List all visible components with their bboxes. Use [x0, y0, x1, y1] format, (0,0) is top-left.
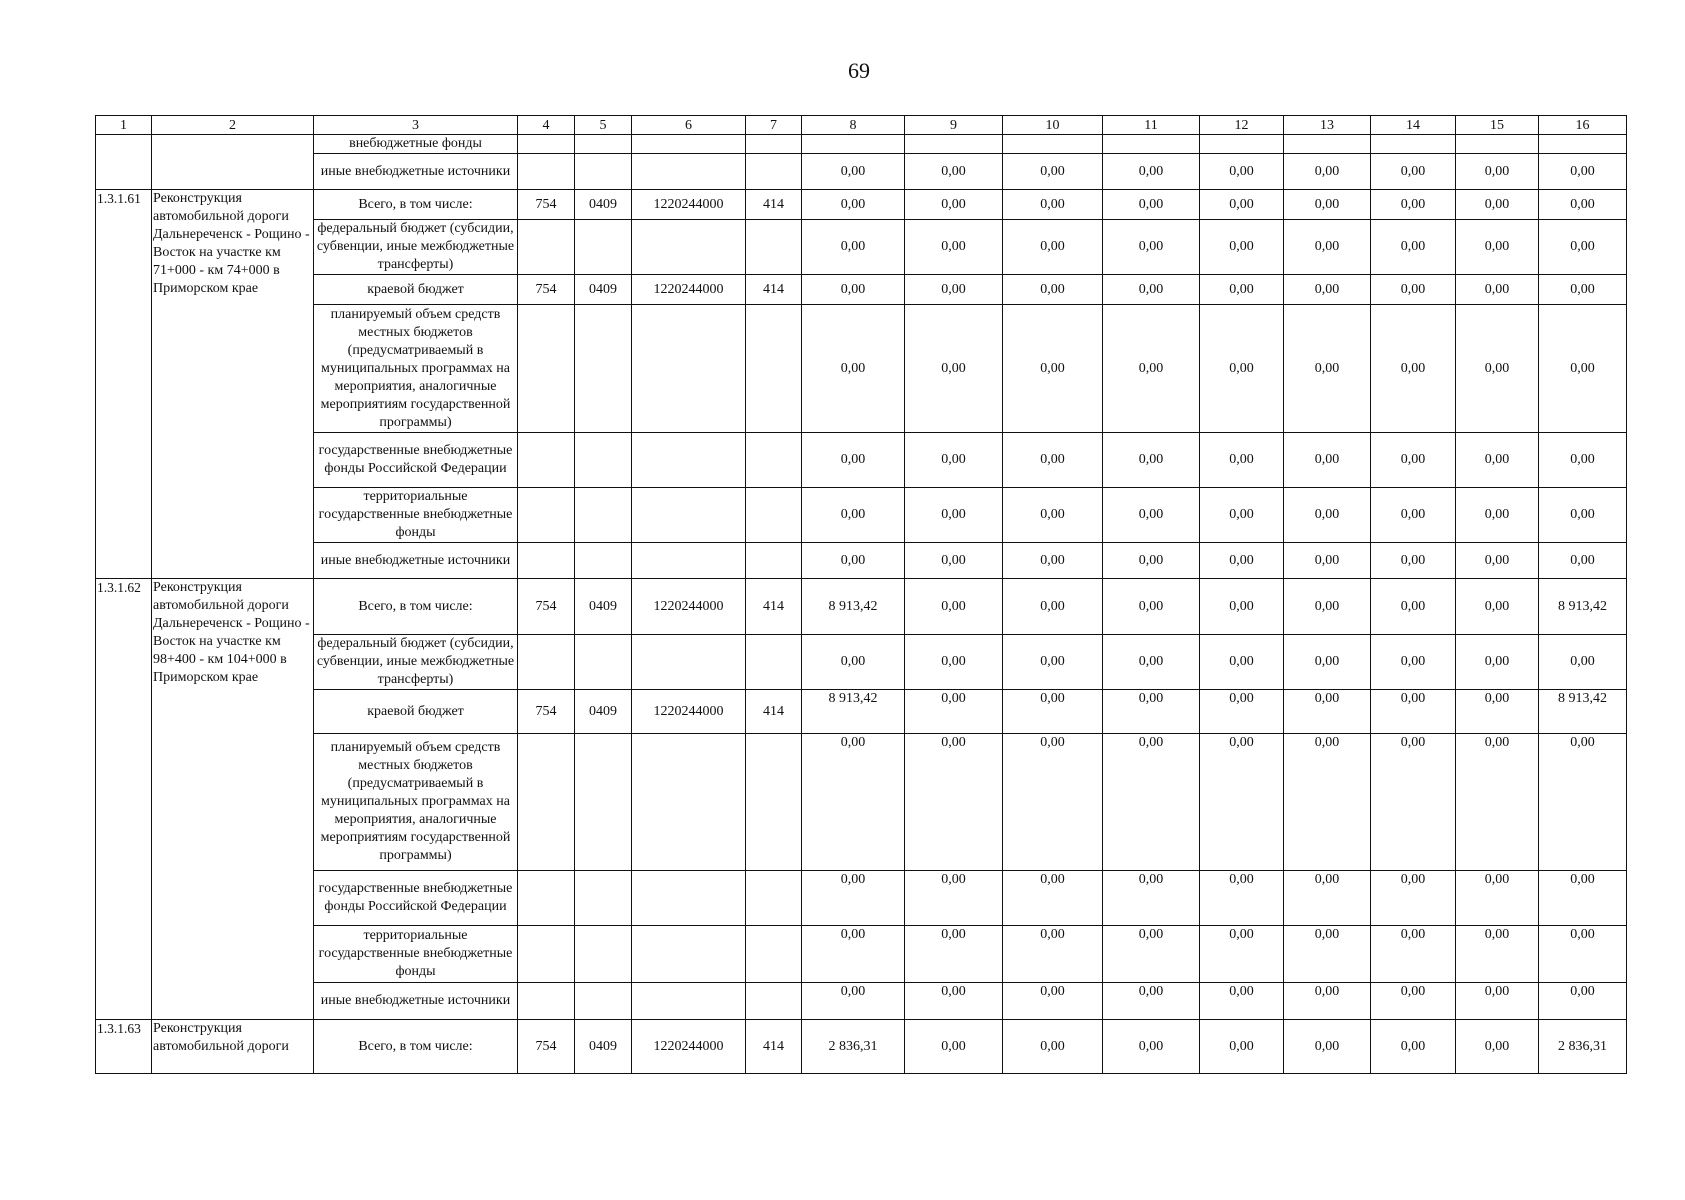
row-label: планируемый объем средств местных бюджетов (предусматриваемый в муниципальных программах на мероприятия, аналогичные мероприятиям государственной программы) — [314, 305, 518, 433]
code-cell-rzpr — [575, 433, 632, 488]
code-cell-vr — [746, 305, 802, 433]
code-cell-grbs: 754 — [518, 690, 575, 734]
value-cell: 0,00 — [802, 871, 905, 926]
value-cell: 0,00 — [1103, 433, 1200, 488]
code-cell-grbs — [518, 543, 575, 579]
value-cell: 0,00 — [905, 543, 1003, 579]
value-cell: 0,00 — [1456, 579, 1539, 635]
value-cell: 0,00 — [1003, 926, 1103, 983]
value-cell: 0,00 — [1456, 635, 1539, 690]
regional-budget-row — [96, 690, 1627, 734]
section-name: Реконструкция автомобильной дороги Дальнереченск - Рощино - Восток на участке км 71+000 - км 74+000 в Приморском крае — [152, 190, 314, 579]
value-cell: 0,00 — [802, 488, 905, 543]
value-cell: 0,00 — [1371, 220, 1456, 275]
value-cell: 0,00 — [905, 983, 1003, 1020]
value-cell: 0,00 — [1539, 154, 1627, 190]
value-cell: 0,00 — [905, 275, 1003, 305]
code-cell-rzpr: 0409 — [575, 275, 632, 305]
value-cell: 0,00 — [1539, 543, 1627, 579]
value-cell: 0,00 — [1284, 734, 1371, 871]
value-cell: 0,00 — [1284, 190, 1371, 220]
section-code: 1.3.1.63 — [96, 1020, 152, 1074]
value-cell: 0,00 — [1371, 926, 1456, 983]
code-cell-grbs: 754 — [518, 275, 575, 305]
value-cell: 0,00 — [1003, 433, 1103, 488]
value-cell — [905, 135, 1003, 154]
code-cell-csr: 1220244000 — [632, 190, 746, 220]
value-cell: 0,00 — [1284, 1020, 1371, 1074]
value-cell: 0,00 — [1200, 983, 1284, 1020]
value-cell: 0,00 — [1200, 305, 1284, 433]
code-cell-rzpr: 0409 — [575, 1020, 632, 1074]
code-cell-csr — [632, 220, 746, 275]
value-cell: 2 836,31 — [1539, 1020, 1627, 1074]
code-cell-vr — [746, 543, 802, 579]
code-cell-vr — [746, 635, 802, 690]
value-cell: 0,00 — [1003, 154, 1103, 190]
code-cell-csr — [632, 926, 746, 983]
value-cell: 0,00 — [1539, 871, 1627, 926]
code-cell-csr — [632, 734, 746, 871]
value-cell: 0,00 — [1456, 190, 1539, 220]
value-cell: 0,00 — [1539, 220, 1627, 275]
value-cell: 0,00 — [1003, 190, 1103, 220]
row-label: краевой бюджет — [314, 275, 518, 305]
value-cell: 0,00 — [1200, 871, 1284, 926]
value-cell: 0,00 — [1103, 635, 1200, 690]
code-cell-grbs — [518, 433, 575, 488]
code-cell-grbs: 754 — [518, 1020, 575, 1074]
code-cell-grbs — [518, 635, 575, 690]
value-cell: 8 913,42 — [1539, 579, 1627, 635]
value-cell — [1456, 135, 1539, 154]
value-cell: 0,00 — [1003, 305, 1103, 433]
column-number: 7 — [746, 116, 802, 135]
code-cell-csr: 1220244000 — [632, 690, 746, 734]
code-cell-rzpr — [575, 734, 632, 871]
federal-budget-row — [96, 635, 1627, 690]
value-cell: 0,00 — [1456, 543, 1539, 579]
row-label: внебюджетные фонды — [314, 135, 518, 154]
value-cell: 0,00 — [1371, 488, 1456, 543]
code-cell-rzpr: 0409 — [575, 190, 632, 220]
value-cell: 0,00 — [1456, 926, 1539, 983]
row-label: территориальные государственные внебюджетные фонды — [314, 926, 518, 983]
federal-budget-row — [96, 220, 1627, 275]
value-cell: 0,00 — [1371, 635, 1456, 690]
value-cell: 0,00 — [1103, 190, 1200, 220]
code-cell-rzpr — [575, 871, 632, 926]
value-cell: 0,00 — [1003, 635, 1103, 690]
value-cell: 0,00 — [802, 190, 905, 220]
column-number: 6 — [632, 116, 746, 135]
value-cell: 0,00 — [1539, 190, 1627, 220]
value-cell: 0,00 — [802, 983, 905, 1020]
code-cell-grbs: 754 — [518, 579, 575, 635]
code-cell-csr: 1220244000 — [632, 275, 746, 305]
code-cell-vr: 414 — [746, 275, 802, 305]
value-cell: 0,00 — [1284, 488, 1371, 543]
value-cell: 0,00 — [1284, 220, 1371, 275]
column-number: 10 — [1003, 116, 1103, 135]
value-cell: 0,00 — [1103, 1020, 1200, 1074]
section-total-row — [96, 579, 1627, 635]
row-label: иные внебюджетные источники — [314, 543, 518, 579]
code-cell-grbs — [518, 135, 575, 154]
code-cell-vr — [746, 734, 802, 871]
section-code: 1.3.1.61 — [96, 190, 152, 579]
value-cell: 0,00 — [1200, 734, 1284, 871]
value-cell: 0,00 — [1539, 433, 1627, 488]
value-cell: 0,00 — [1284, 543, 1371, 579]
value-cell: 0,00 — [1200, 926, 1284, 983]
value-cell: 0,00 — [905, 635, 1003, 690]
value-cell: 0,00 — [1284, 690, 1371, 734]
row-label: государственные внебюджетные фонды Российской Федерации — [314, 433, 518, 488]
code-cell-grbs — [518, 305, 575, 433]
value-cell: 0,00 — [905, 579, 1003, 635]
table-body — [96, 116, 1627, 1074]
value-cell: 0,00 — [1200, 154, 1284, 190]
value-cell: 2 836,31 — [802, 1020, 905, 1074]
column-number: 1 — [96, 116, 152, 135]
value-cell: 0,00 — [1539, 983, 1627, 1020]
value-cell: 0,00 — [1371, 275, 1456, 305]
column-number: 15 — [1456, 116, 1539, 135]
value-cell: 0,00 — [1003, 579, 1103, 635]
value-cell: 0,00 — [1456, 220, 1539, 275]
column-number: 4 — [518, 116, 575, 135]
code-cell-grbs — [518, 488, 575, 543]
section-total-row — [96, 190, 1627, 220]
value-cell: 0,00 — [1371, 305, 1456, 433]
value-cell — [1284, 135, 1371, 154]
code-cell-csr — [632, 983, 746, 1020]
value-cell: 0,00 — [1103, 579, 1200, 635]
code-cell-rzpr — [575, 635, 632, 690]
section-code — [96, 135, 152, 190]
value-cell: 0,00 — [1284, 871, 1371, 926]
value-cell: 0,00 — [1103, 488, 1200, 543]
continued-row — [96, 135, 1627, 154]
row-label: федеральный бюджет (субсидии, субвенции, иные межбюджетные трансферты) — [314, 220, 518, 275]
value-cell — [1539, 135, 1627, 154]
section-name: Реконструкция автомобильной дороги Дальнереченск - Рощино - Восток на участке км 98+400 - км 104+000 в Приморском крае — [152, 579, 314, 1020]
regional-budget-row — [96, 275, 1627, 305]
value-cell: 0,00 — [905, 690, 1003, 734]
column-number: 16 — [1539, 116, 1627, 135]
value-cell: 0,00 — [802, 220, 905, 275]
code-cell-vr — [746, 871, 802, 926]
value-cell — [1103, 135, 1200, 154]
code-cell-csr: 1220244000 — [632, 579, 746, 635]
value-cell: 0,00 — [1103, 983, 1200, 1020]
code-cell-rzpr — [575, 543, 632, 579]
page-number: 69 — [848, 58, 870, 83]
value-cell: 0,00 — [1003, 275, 1103, 305]
code-cell-vr — [746, 135, 802, 154]
value-cell: 0,00 — [802, 543, 905, 579]
code-cell-csr — [632, 488, 746, 543]
value-cell: 0,00 — [1103, 543, 1200, 579]
value-cell: 0,00 — [802, 305, 905, 433]
value-cell: 0,00 — [1200, 220, 1284, 275]
value-cell: 0,00 — [1284, 926, 1371, 983]
code-cell-rzpr — [575, 983, 632, 1020]
column-number: 12 — [1200, 116, 1284, 135]
value-cell: 0,00 — [1200, 488, 1284, 543]
value-cell: 0,00 — [1371, 690, 1456, 734]
value-cell: 0,00 — [1539, 734, 1627, 871]
value-cell: 0,00 — [905, 871, 1003, 926]
code-cell-csr — [632, 871, 746, 926]
value-cell: 0,00 — [1539, 635, 1627, 690]
code-cell-csr — [632, 543, 746, 579]
code-cell-rzpr — [575, 926, 632, 983]
value-cell: 0,00 — [1371, 579, 1456, 635]
other-sources-row — [96, 983, 1627, 1020]
value-cell: 0,00 — [802, 275, 905, 305]
value-cell: 0,00 — [1456, 488, 1539, 543]
row-label: Всего, в том числе: — [314, 579, 518, 635]
code-cell-csr — [632, 135, 746, 154]
value-cell: 0,00 — [905, 1020, 1003, 1074]
territorial-funds-row — [96, 926, 1627, 983]
column-number: 3 — [314, 116, 518, 135]
code-cell-vr: 414 — [746, 190, 802, 220]
code-cell-vr — [746, 983, 802, 1020]
value-cell: 0,00 — [905, 220, 1003, 275]
code-cell-vr — [746, 220, 802, 275]
value-cell: 0,00 — [1456, 305, 1539, 433]
code-cell-grbs: 754 — [518, 190, 575, 220]
column-number: 13 — [1284, 116, 1371, 135]
value-cell: 0,00 — [1003, 871, 1103, 926]
territorial-funds-row — [96, 488, 1627, 543]
code-cell-csr — [632, 305, 746, 433]
code-cell-vr — [746, 488, 802, 543]
value-cell: 0,00 — [1200, 433, 1284, 488]
value-cell: 0,00 — [1003, 488, 1103, 543]
code-cell-rzpr — [575, 220, 632, 275]
continued-row — [96, 154, 1627, 190]
code-cell-rzpr — [575, 488, 632, 543]
value-cell: 0,00 — [1284, 635, 1371, 690]
value-cell: 0,00 — [1103, 220, 1200, 275]
value-cell: 0,00 — [1200, 635, 1284, 690]
code-cell-csr — [632, 433, 746, 488]
value-cell: 0,00 — [905, 926, 1003, 983]
section-code: 1.3.1.62 — [96, 579, 152, 1020]
value-cell: 0,00 — [802, 734, 905, 871]
value-cell: 0,00 — [1456, 871, 1539, 926]
value-cell: 0,00 — [802, 433, 905, 488]
row-label: государственные внебюджетные фонды Российской Федерации — [314, 871, 518, 926]
value-cell: 0,00 — [1539, 488, 1627, 543]
value-cell: 0,00 — [1200, 190, 1284, 220]
code-cell-vr — [746, 926, 802, 983]
row-label: Всего, в том числе: — [314, 1020, 518, 1074]
section-name: Реконструкция автомобильной дороги — [152, 1020, 314, 1074]
code-cell-grbs — [518, 983, 575, 1020]
value-cell: 0,00 — [905, 488, 1003, 543]
section-total-row — [96, 1020, 1627, 1074]
value-cell: 8 913,42 — [802, 690, 905, 734]
value-cell: 0,00 — [1200, 275, 1284, 305]
row-label: краевой бюджет — [314, 690, 518, 734]
value-cell: 0,00 — [1284, 579, 1371, 635]
row-label: федеральный бюджет (субсидии, субвенции, иные межбюджетные трансферты) — [314, 635, 518, 690]
local-budget-row — [96, 734, 1627, 871]
column-number: 11 — [1103, 116, 1200, 135]
value-cell: 0,00 — [1103, 734, 1200, 871]
federal-funds-row — [96, 433, 1627, 488]
value-cell: 0,00 — [1003, 543, 1103, 579]
column-number-row — [96, 116, 1627, 135]
value-cell: 0,00 — [802, 154, 905, 190]
value-cell: 0,00 — [1003, 983, 1103, 1020]
column-number: 5 — [575, 116, 632, 135]
code-cell-vr: 414 — [746, 690, 802, 734]
local-budget-row — [96, 305, 1627, 433]
value-cell: 0,00 — [905, 154, 1003, 190]
value-cell — [1003, 135, 1103, 154]
value-cell: 0,00 — [1103, 154, 1200, 190]
row-label: Всего, в том числе: — [314, 190, 518, 220]
value-cell: 0,00 — [1456, 275, 1539, 305]
value-cell: 0,00 — [802, 926, 905, 983]
value-cell: 0,00 — [1371, 734, 1456, 871]
value-cell: 0,00 — [1539, 926, 1627, 983]
value-cell: 0,00 — [1103, 871, 1200, 926]
value-cell: 0,00 — [1284, 983, 1371, 1020]
row-label: иные внебюджетные источники — [314, 154, 518, 190]
code-cell-vr — [746, 154, 802, 190]
code-cell-rzpr — [575, 135, 632, 154]
value-cell: 0,00 — [1284, 305, 1371, 433]
value-cell: 0,00 — [1200, 579, 1284, 635]
value-cell: 8 913,42 — [1539, 690, 1627, 734]
value-cell: 0,00 — [1200, 690, 1284, 734]
value-cell: 0,00 — [1103, 926, 1200, 983]
value-cell: 0,00 — [1003, 734, 1103, 871]
code-cell-grbs — [518, 926, 575, 983]
value-cell: 0,00 — [1371, 871, 1456, 926]
budget-table — [95, 115, 1627, 1074]
column-number: 8 — [802, 116, 905, 135]
value-cell: 0,00 — [905, 734, 1003, 871]
value-cell: 0,00 — [1371, 190, 1456, 220]
code-cell-vr — [746, 433, 802, 488]
value-cell — [1371, 135, 1456, 154]
code-cell-csr — [632, 154, 746, 190]
code-cell-grbs — [518, 734, 575, 871]
value-cell: 0,00 — [1371, 983, 1456, 1020]
value-cell: 0,00 — [1456, 433, 1539, 488]
other-sources-row — [96, 543, 1627, 579]
value-cell: 0,00 — [1456, 1020, 1539, 1074]
value-cell: 0,00 — [1200, 543, 1284, 579]
value-cell: 8 913,42 — [802, 579, 905, 635]
value-cell — [802, 135, 905, 154]
code-cell-vr: 414 — [746, 579, 802, 635]
row-label: иные внебюджетные источники — [314, 983, 518, 1020]
value-cell: 0,00 — [1456, 983, 1539, 1020]
value-cell: 0,00 — [1284, 275, 1371, 305]
value-cell: 0,00 — [1456, 154, 1539, 190]
value-cell: 0,00 — [1539, 275, 1627, 305]
value-cell: 0,00 — [802, 635, 905, 690]
value-cell: 0,00 — [1371, 433, 1456, 488]
column-number: 14 — [1371, 116, 1456, 135]
value-cell: 0,00 — [1456, 690, 1539, 734]
value-cell: 0,00 — [1371, 543, 1456, 579]
value-cell: 0,00 — [1103, 305, 1200, 433]
value-cell: 0,00 — [1103, 690, 1200, 734]
federal-funds-row — [96, 871, 1627, 926]
value-cell: 0,00 — [905, 190, 1003, 220]
code-cell-rzpr — [575, 305, 632, 433]
code-cell-grbs — [518, 154, 575, 190]
value-cell: 0,00 — [1284, 154, 1371, 190]
value-cell: 0,00 — [905, 433, 1003, 488]
value-cell: 0,00 — [1456, 734, 1539, 871]
value-cell: 0,00 — [1371, 154, 1456, 190]
code-cell-vr: 414 — [746, 1020, 802, 1074]
code-cell-csr — [632, 635, 746, 690]
value-cell: 0,00 — [1371, 1020, 1456, 1074]
value-cell: 0,00 — [1539, 305, 1627, 433]
column-number: 2 — [152, 116, 314, 135]
code-cell-rzpr: 0409 — [575, 579, 632, 635]
column-number: 9 — [905, 116, 1003, 135]
code-cell-grbs — [518, 220, 575, 275]
value-cell: 0,00 — [1200, 1020, 1284, 1074]
value-cell: 0,00 — [905, 305, 1003, 433]
value-cell: 0,00 — [1003, 1020, 1103, 1074]
code-cell-rzpr — [575, 154, 632, 190]
code-cell-csr: 1220244000 — [632, 1020, 746, 1074]
value-cell: 0,00 — [1284, 433, 1371, 488]
section-name — [152, 135, 314, 190]
value-cell — [1200, 135, 1284, 154]
code-cell-grbs — [518, 871, 575, 926]
code-cell-rzpr: 0409 — [575, 690, 632, 734]
row-label: планируемый объем средств местных бюджетов (предусматриваемый в муниципальных программах на мероприятия, аналогичные мероприятиям государственной программы) — [314, 734, 518, 871]
value-cell: 0,00 — [1003, 690, 1103, 734]
value-cell: 0,00 — [1103, 275, 1200, 305]
row-label: территориальные государственные внебюджетные фонды — [314, 488, 518, 543]
value-cell: 0,00 — [1003, 220, 1103, 275]
